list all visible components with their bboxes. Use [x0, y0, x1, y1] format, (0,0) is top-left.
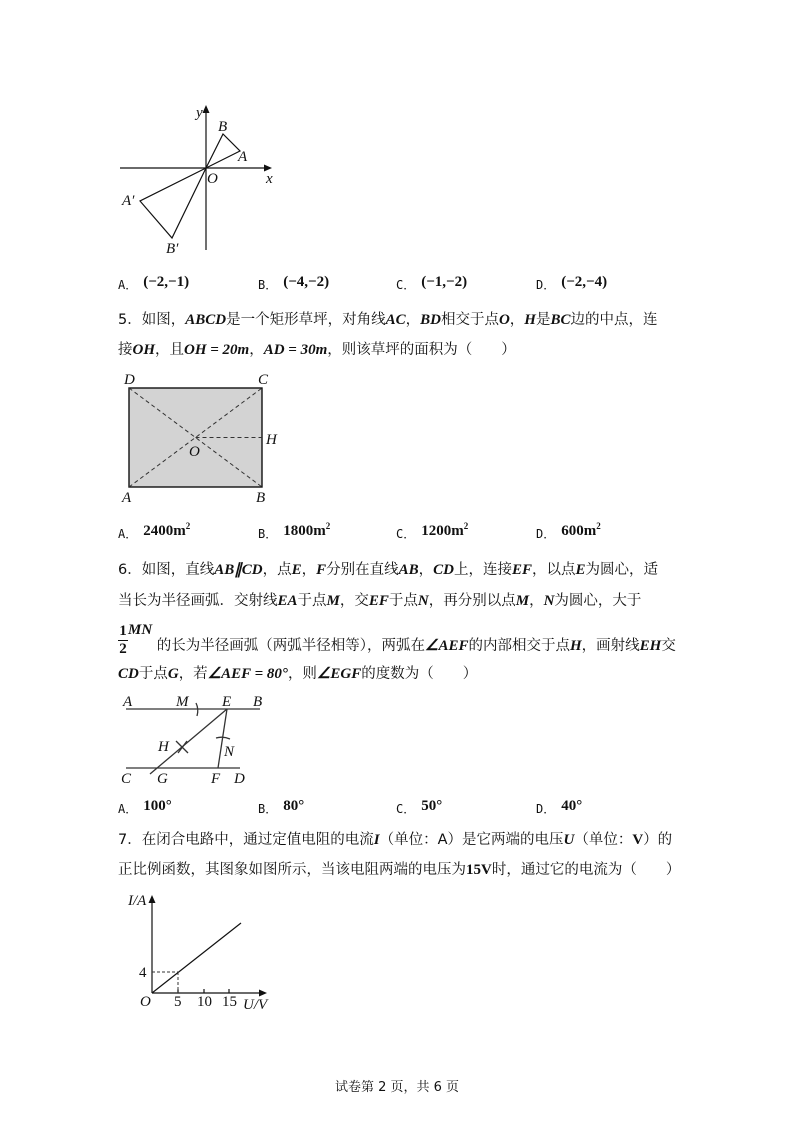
option-value: (−2,−4)	[561, 274, 608, 290]
q5-stem-line-1: 5．如图，ABCD是一个矩形草坪，对角线AC，BD相交于点O，H是BC边的中点，连	[118, 312, 658, 328]
x-tick-label: 10	[197, 994, 212, 1010]
point-a-label: A	[123, 694, 133, 710]
q5-stem-line-2: 接OH，且OH = 20m，AD = 30m，则该草坪的面积为（ ）	[118, 342, 516, 358]
y-axis-label: y	[196, 105, 203, 121]
point-a-label: A	[238, 149, 248, 165]
option-letter: A．	[118, 527, 138, 541]
point-c-label: C	[258, 372, 269, 388]
option-letter: B．	[258, 527, 278, 541]
x-tick-label: 5	[174, 994, 182, 1010]
option-value: (−1,−2)	[421, 274, 468, 290]
point-a-label: A	[122, 490, 132, 506]
option-value: 100°	[143, 798, 172, 814]
q4-options	[118, 276, 678, 298]
option-value: (−4,−2)	[283, 274, 330, 290]
point-e-label: E	[222, 694, 232, 710]
x-tick-label: 15	[222, 994, 237, 1010]
q6-option-c[interactable]	[396, 800, 442, 818]
q5-options	[118, 521, 678, 546]
q4-option-a[interactable]	[118, 276, 189, 294]
point-b-label: B	[256, 490, 266, 506]
q7-stem-line-2: 正比例函数，其图象如图所示，当该电阻两端的电压为15V时，通过它的电流为（ ）	[118, 862, 681, 878]
origin-label: O	[140, 994, 151, 1010]
option-value: $1200m^2$	[421, 521, 469, 539]
point-b-label: B	[218, 119, 228, 135]
point-f-label: F	[211, 771, 221, 787]
option-letter: B．	[258, 278, 278, 292]
option-value: 80°	[283, 798, 305, 814]
option-letter: A．	[118, 802, 138, 816]
option-letter: C．	[396, 527, 416, 541]
option-value: (−2,−1)	[143, 274, 190, 290]
point-g-label: G	[157, 771, 168, 787]
q4-option-d[interactable]	[536, 276, 607, 294]
option-letter: D．	[536, 527, 556, 541]
page-footer: 试卷第 2 页，共 6 页	[334, 1080, 460, 1095]
q6-parallel-lines-figure	[110, 685, 280, 790]
option-value: 40°	[561, 798, 583, 814]
point-d-label: D	[124, 372, 135, 388]
point-d-label: D	[234, 771, 245, 787]
x-axis-label: x	[266, 171, 273, 187]
point-b-label: B	[253, 694, 263, 710]
point-a-prime-label: A′	[122, 193, 135, 209]
q5-option-c[interactable]	[396, 521, 469, 543]
option-letter: C．	[396, 802, 416, 816]
option-value: $2400m^2$	[143, 521, 191, 539]
q5-option-a[interactable]	[118, 521, 191, 543]
q4-option-c[interactable]	[396, 276, 467, 294]
origin-label: O	[207, 171, 218, 187]
y-axis-label: I/A	[128, 893, 147, 909]
q6-stem-line-3: $\frac{1}{2}MN$ 的长为半径画弧（两弧半径相等），两弧在∠AEF的内部相交于点H，画射线EH交	[119, 622, 676, 657]
x-axis-label: U/V	[243, 997, 268, 1013]
q6-stem-line-2: 当长为半径画弧．交射线EA于点M，交EF于点N，再分别以点M，N为圆心，大于	[118, 593, 642, 609]
option-letter: D．	[536, 802, 556, 816]
q5-option-d[interactable]	[536, 521, 601, 543]
option-value: $1800m^2$	[283, 521, 331, 539]
q6-option-b[interactable]	[258, 800, 304, 818]
q5-option-b[interactable]	[258, 521, 331, 543]
point-h-label: H	[158, 739, 169, 755]
q7-stem-line-1: 7．在闭合电路中，通过定值电阻的电流I（单位：A）是它两端的电压U（单位：V）的	[118, 832, 673, 848]
q4-coordinate-figure	[110, 95, 290, 265]
point-c-label: C	[121, 771, 132, 787]
q6-option-d[interactable]	[536, 800, 582, 818]
fraction-one-half: $\frac{1}{2}$	[119, 622, 127, 657]
option-letter: D．	[536, 278, 556, 292]
point-n-label: N	[224, 744, 235, 760]
point-o-label: O	[189, 444, 200, 460]
q6-stem-line-1: 6．如图，直线AB∥CD，点E，F分别在直线AB，CD上，连接EF，以点E为圆心，适	[118, 562, 659, 578]
q5-rectangle-figure	[110, 365, 310, 510]
point-h-label: H	[266, 432, 277, 448]
point-b-prime-label: B′	[166, 241, 179, 257]
q6-option-a[interactable]	[118, 800, 172, 818]
option-letter: B．	[258, 802, 278, 816]
option-value: $600m^2$	[561, 521, 601, 539]
option-letter: A．	[118, 278, 138, 292]
y-tick-label: 4	[139, 965, 147, 981]
q6-options	[118, 800, 678, 822]
point-m-label: M	[176, 694, 189, 710]
q6-stem-line-4: CD于点G，若∠AEF = 80°，则∠EGF的度数为（ ）	[118, 666, 478, 682]
q4-option-b[interactable]	[258, 276, 329, 294]
option-value: 50°	[421, 798, 443, 814]
q7-current-voltage-graph	[110, 885, 280, 1015]
option-letter: C．	[396, 278, 416, 292]
